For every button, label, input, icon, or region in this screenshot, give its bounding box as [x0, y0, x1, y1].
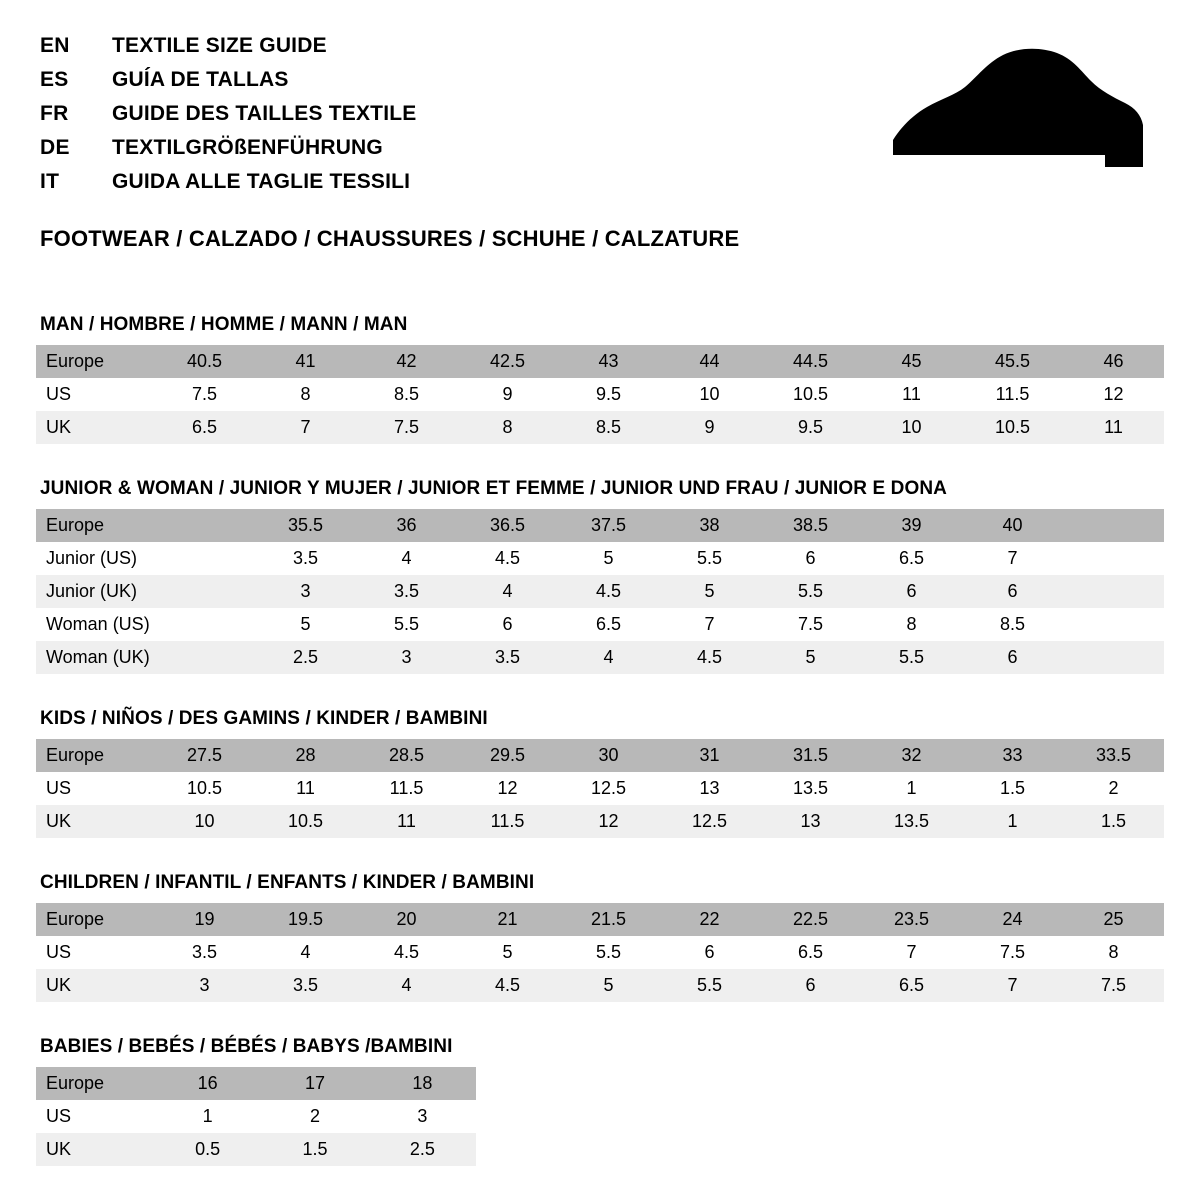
row-label: US — [36, 1100, 154, 1133]
cell: 7.5 — [154, 378, 255, 411]
cell: 6 — [457, 608, 558, 641]
cell: 5.5 — [861, 641, 962, 674]
cell — [154, 509, 255, 542]
size-table — [36, 1067, 476, 1166]
cell: 6.5 — [760, 936, 861, 969]
cell: 1 — [154, 1100, 261, 1133]
cell: 6 — [962, 641, 1063, 674]
cell: 3 — [369, 1100, 476, 1133]
cell: 42.5 — [457, 345, 558, 378]
cell: 1.5 — [1063, 805, 1164, 838]
row-label: UK — [36, 411, 154, 444]
cell: 44 — [659, 345, 760, 378]
cell: 5 — [659, 575, 760, 608]
size-table — [36, 903, 1164, 1002]
language-title: TEXTILE SIZE GUIDE — [112, 34, 327, 57]
cell: 2 — [261, 1100, 368, 1133]
cell: 8 — [255, 378, 356, 411]
cell: 23.5 — [861, 903, 962, 936]
size-table — [36, 345, 1164, 444]
cell: 5 — [760, 641, 861, 674]
cell — [1063, 542, 1164, 575]
cell: 2 — [1063, 772, 1164, 805]
cell: 11.5 — [457, 805, 558, 838]
cell: 7 — [659, 608, 760, 641]
language-row — [40, 170, 1160, 204]
cell: 7.5 — [1063, 969, 1164, 1002]
cell: 6.5 — [861, 542, 962, 575]
cell: 6.5 — [861, 969, 962, 1002]
row-label: Junior (US) — [36, 542, 154, 575]
row-label: US — [36, 772, 154, 805]
row-label: US — [36, 378, 154, 411]
language-code: FR — [40, 102, 69, 125]
cell: 12 — [457, 772, 558, 805]
cell: 3 — [255, 575, 356, 608]
cell: 31.5 — [760, 739, 861, 772]
table-row — [36, 641, 1164, 674]
cell — [154, 608, 255, 641]
section-title: MAN / HOMBRE / HOMME / MANN / MAN — [40, 314, 408, 335]
cell: 25 — [1063, 903, 1164, 936]
cell — [1063, 608, 1164, 641]
cell: 19 — [154, 903, 255, 936]
cell: 21.5 — [558, 903, 659, 936]
language-code: ES — [40, 68, 69, 91]
cell: 44.5 — [760, 345, 861, 378]
section-junior-woman — [36, 478, 1164, 674]
table-row — [36, 772, 1164, 805]
cell: 46 — [1063, 345, 1164, 378]
cell: 40 — [962, 509, 1063, 542]
cell: 7 — [962, 969, 1063, 1002]
cell: 11.5 — [962, 378, 1063, 411]
table-row — [36, 345, 1164, 378]
cell: 4 — [356, 542, 457, 575]
cell: 5.5 — [558, 936, 659, 969]
cell: 4 — [356, 969, 457, 1002]
page-header — [0, 0, 1200, 252]
cell: 6 — [962, 575, 1063, 608]
row-label: Junior (UK) — [36, 575, 154, 608]
cell: 40.5 — [154, 345, 255, 378]
cell — [154, 641, 255, 674]
cell: 5.5 — [356, 608, 457, 641]
cell: 3.5 — [255, 542, 356, 575]
cell: 4 — [558, 641, 659, 674]
cell: 4.5 — [457, 542, 558, 575]
row-label: Woman (UK) — [36, 641, 154, 674]
table-row — [36, 903, 1164, 936]
cell: 27.5 — [154, 739, 255, 772]
cell: 5 — [255, 608, 356, 641]
cell: 1.5 — [261, 1133, 368, 1166]
category-line: FOOTWEAR / CALZADO / CHAUSSURES / SCHUHE / CALZATURE — [40, 226, 740, 251]
cell: 10 — [861, 411, 962, 444]
cell: 31 — [659, 739, 760, 772]
cell: 3 — [154, 969, 255, 1002]
cell: 33.5 — [1063, 739, 1164, 772]
cell — [1063, 641, 1164, 674]
cell — [154, 542, 255, 575]
cell: 39 — [861, 509, 962, 542]
cell: 8.5 — [356, 378, 457, 411]
cell: 1 — [962, 805, 1063, 838]
dress-shoe-icon — [805, 45, 1145, 175]
cell: 28 — [255, 739, 356, 772]
cell: 6.5 — [154, 411, 255, 444]
cell: 5 — [558, 969, 659, 1002]
row-label: UK — [36, 1133, 154, 1166]
cell: 5 — [457, 936, 558, 969]
size-tables — [0, 314, 1200, 1166]
cell: 32 — [861, 739, 962, 772]
section-title: BABIES / BEBÉS / BÉBÉS / BABYS /BAMBINI — [40, 1036, 453, 1057]
cell — [1063, 509, 1164, 542]
cell: 6.5 — [558, 608, 659, 641]
cell: 6 — [760, 969, 861, 1002]
cell: 38.5 — [760, 509, 861, 542]
table-row — [36, 411, 1164, 444]
cell: 8 — [457, 411, 558, 444]
cell: 8.5 — [558, 411, 659, 444]
cell: 4.5 — [558, 575, 659, 608]
cell: 24 — [962, 903, 1063, 936]
cell: 2.5 — [255, 641, 356, 674]
cell: 3.5 — [356, 575, 457, 608]
table-row — [36, 509, 1164, 542]
cell: 12.5 — [659, 805, 760, 838]
cell: 10.5 — [760, 378, 861, 411]
cell: 41 — [255, 345, 356, 378]
cell: 10 — [154, 805, 255, 838]
cell: 11 — [255, 772, 356, 805]
language-code: DE — [40, 136, 70, 159]
cell: 30 — [558, 739, 659, 772]
cell: 10.5 — [962, 411, 1063, 444]
cell: 5.5 — [760, 575, 861, 608]
section-title: CHILDREN / INFANTIL / ENFANTS / KINDER / BAMBINI — [40, 872, 535, 893]
cell: 11 — [1063, 411, 1164, 444]
cell: 9 — [457, 378, 558, 411]
cell: 11.5 — [356, 772, 457, 805]
table-row — [36, 1133, 476, 1166]
cell: 11 — [861, 378, 962, 411]
cell: 1 — [861, 772, 962, 805]
table-row — [36, 969, 1164, 1002]
table-row — [36, 608, 1164, 641]
cell — [154, 575, 255, 608]
table-row — [36, 936, 1164, 969]
cell: 5.5 — [659, 969, 760, 1002]
language-title: TEXTILGRÖßENFÜHRUNG — [112, 136, 383, 159]
row-label: Europe — [36, 1067, 154, 1100]
cell: 6 — [760, 542, 861, 575]
cell: 6 — [659, 936, 760, 969]
size-table — [36, 509, 1164, 674]
cell: 4.5 — [659, 641, 760, 674]
cell: 13 — [760, 805, 861, 838]
language-code: EN — [40, 34, 70, 57]
row-label: UK — [36, 969, 154, 1002]
cell: 10.5 — [255, 805, 356, 838]
row-label: Woman (US) — [36, 608, 154, 641]
cell: 4.5 — [457, 969, 558, 1002]
cell: 20 — [356, 903, 457, 936]
cell: 3.5 — [457, 641, 558, 674]
cell: 4 — [255, 936, 356, 969]
cell: 10 — [659, 378, 760, 411]
cell: 35.5 — [255, 509, 356, 542]
cell: 8.5 — [962, 608, 1063, 641]
cell: 18 — [369, 1067, 476, 1100]
cell: 7 — [255, 411, 356, 444]
cell: 3.5 — [154, 936, 255, 969]
cell: 13 — [659, 772, 760, 805]
size-table — [36, 739, 1164, 838]
language-title: GUIDA ALLE TAGLIE TESSILI — [112, 170, 411, 193]
table-row — [36, 378, 1164, 411]
cell: 9.5 — [760, 411, 861, 444]
cell: 16 — [154, 1067, 261, 1100]
cell: 36 — [356, 509, 457, 542]
cell: 12 — [1063, 378, 1164, 411]
cell: 8 — [861, 608, 962, 641]
cell: 43 — [558, 345, 659, 378]
row-label: UK — [36, 805, 154, 838]
cell: 2.5 — [369, 1133, 476, 1166]
cell: 28.5 — [356, 739, 457, 772]
cell: 7.5 — [760, 608, 861, 641]
cell — [1063, 575, 1164, 608]
language-title: GUIDE DES TAILLES TEXTILE — [112, 102, 417, 125]
section-kids — [36, 708, 1164, 838]
cell: 8 — [1063, 936, 1164, 969]
cell: 29.5 — [457, 739, 558, 772]
cell: 5 — [558, 542, 659, 575]
row-label: Europe — [36, 903, 154, 936]
cell: 45.5 — [962, 345, 1063, 378]
language-title: GUÍA DE TALLAS — [112, 68, 289, 91]
table-row — [36, 1100, 476, 1133]
cell: 7.5 — [962, 936, 1063, 969]
cell: 38 — [659, 509, 760, 542]
cell: 3.5 — [255, 969, 356, 1002]
table-row — [36, 805, 1164, 838]
cell: 22 — [659, 903, 760, 936]
cell: 13.5 — [760, 772, 861, 805]
row-label: US — [36, 936, 154, 969]
section-children — [36, 872, 1164, 1002]
cell: 36.5 — [457, 509, 558, 542]
cell: 42 — [356, 345, 457, 378]
cell: 21 — [457, 903, 558, 936]
cell: 0.5 — [154, 1133, 261, 1166]
cell: 19.5 — [255, 903, 356, 936]
section-title: JUNIOR & WOMAN / JUNIOR Y MUJER / JUNIOR ET FEMME / JUNIOR UND FRAU / JUNIOR E DONA — [40, 478, 948, 499]
cell: 45 — [861, 345, 962, 378]
cell: 1.5 — [962, 772, 1063, 805]
cell: 12 — [558, 805, 659, 838]
row-label: Europe — [36, 509, 154, 542]
cell: 33 — [962, 739, 1063, 772]
cell: 37.5 — [558, 509, 659, 542]
section-babies — [36, 1036, 1164, 1166]
cell: 3 — [356, 641, 457, 674]
cell: 7.5 — [356, 411, 457, 444]
cell: 7 — [861, 936, 962, 969]
cell: 12.5 — [558, 772, 659, 805]
cell: 22.5 — [760, 903, 861, 936]
cell: 4.5 — [356, 936, 457, 969]
cell: 13.5 — [861, 805, 962, 838]
row-label: Europe — [36, 345, 154, 378]
cell: 10.5 — [154, 772, 255, 805]
cell: 5.5 — [659, 542, 760, 575]
language-code: IT — [40, 170, 60, 193]
cell: 4 — [457, 575, 558, 608]
section-title: KIDS / NIÑOS / DES GAMINS / KINDER / BAMBINI — [40, 708, 488, 729]
table-row — [36, 542, 1164, 575]
row-label: Europe — [36, 739, 154, 772]
cell: 9 — [659, 411, 760, 444]
table-row — [36, 1067, 476, 1100]
cell: 11 — [356, 805, 457, 838]
cell: 6 — [861, 575, 962, 608]
cell: 17 — [261, 1067, 368, 1100]
cell: 9.5 — [558, 378, 659, 411]
cell: 7 — [962, 542, 1063, 575]
section-man — [36, 314, 1164, 444]
table-row — [36, 575, 1164, 608]
table-row — [36, 739, 1164, 772]
